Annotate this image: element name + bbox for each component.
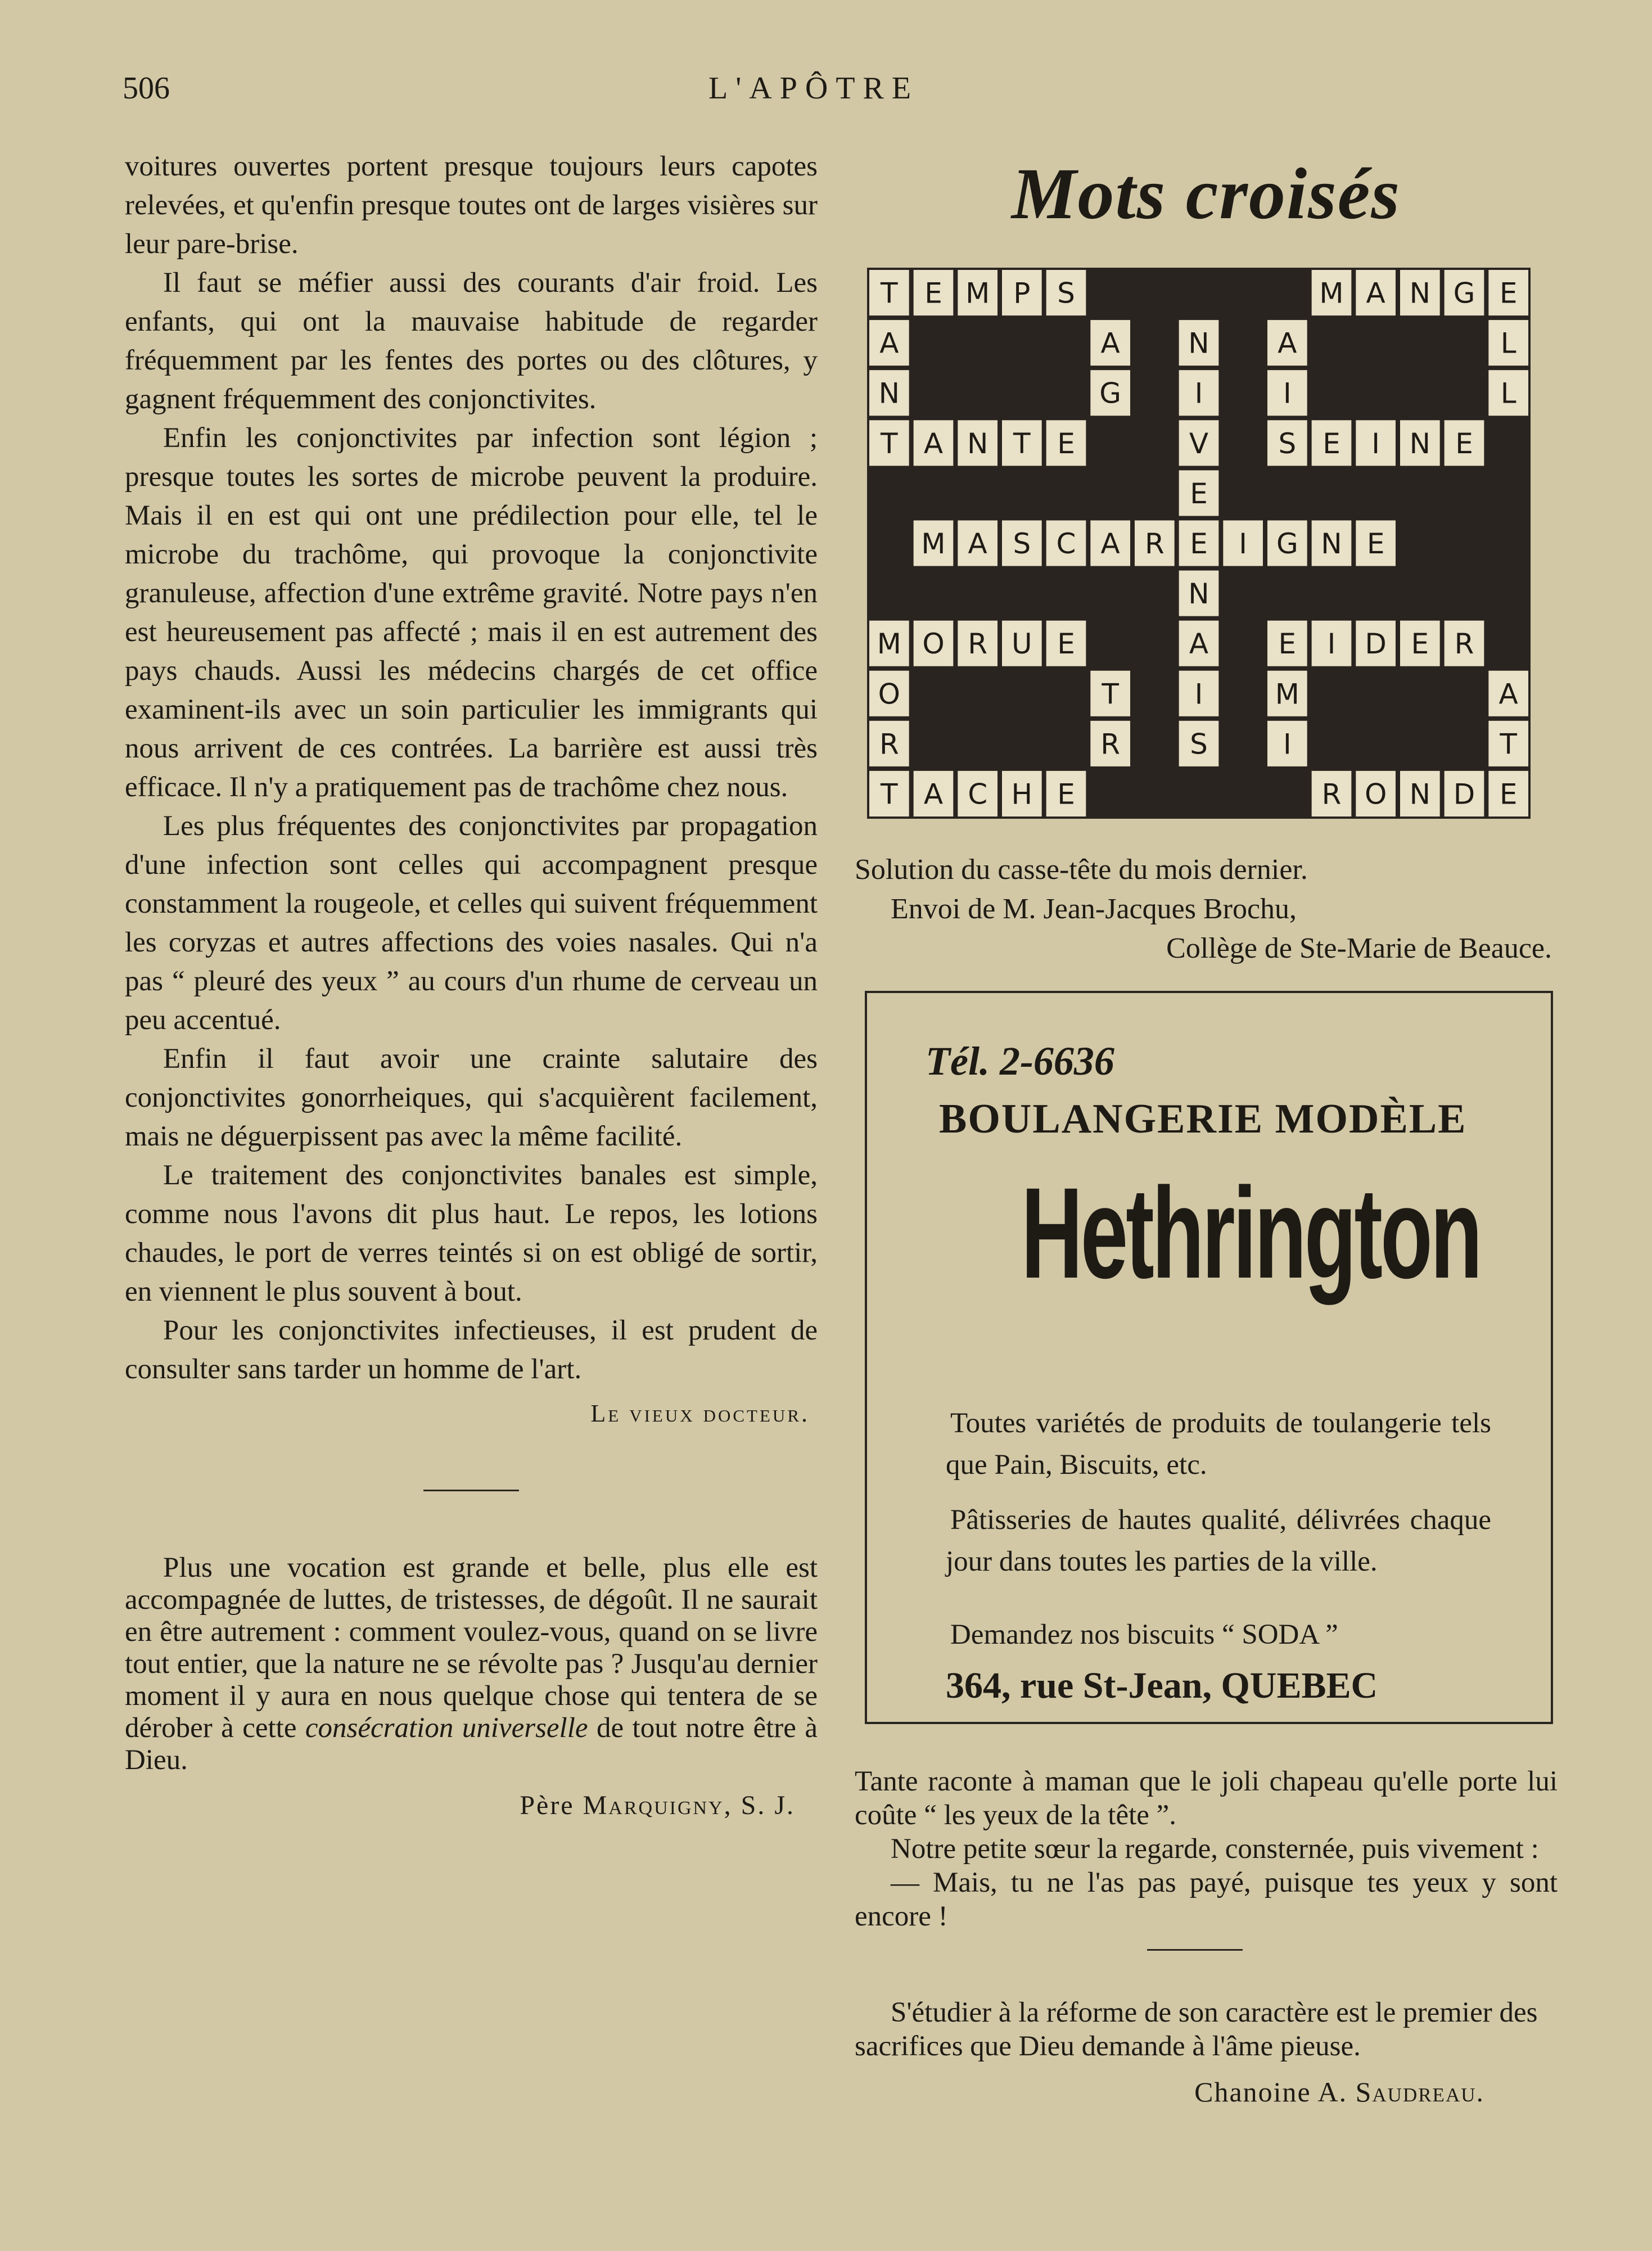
crossword-letter: G	[1453, 277, 1475, 310]
crossword-letter: N	[1321, 527, 1342, 560]
crossword-title: Mots croisés	[1011, 154, 1401, 234]
signature-prefix: Père	[520, 1790, 583, 1820]
anecdote	[855, 1765, 1558, 1933]
crossword-letter: A	[968, 527, 987, 560]
running-title: L'APÔTRE	[708, 71, 919, 106]
crossword-letter: D	[1365, 628, 1387, 661]
crossword-svg	[867, 268, 1531, 819]
ad-text: Toutes variétés de produits de toulangerie tels que Pain, Biscuits, etc.	[946, 1408, 1491, 1481]
crossword-letter: E	[1499, 778, 1518, 811]
crossword-letter: L	[1500, 327, 1516, 360]
crossword-letter: A	[1498, 678, 1518, 711]
crossword-letter: A	[923, 427, 944, 460]
quote-emphasis: consécration universelle	[305, 1712, 588, 1744]
quote-text	[125, 1552, 818, 1776]
closing-signature	[855, 2076, 1558, 2108]
ad-phone: Tél. 2-6636	[926, 1039, 1114, 1084]
crossword-letter: N	[878, 377, 900, 410]
paragraph: Le traitement des conjonctivites banales est simple, comme nous l'avons dit plus haut. Le repos, les lotions chaudes, le port de verres teintés si on est obligé de sortir, en viennent le plus souvent à bout.	[125, 1160, 818, 1307]
signature-name: Saudreau	[1355, 2076, 1477, 2108]
crossword-letter: R	[1454, 628, 1474, 661]
paragraph: voitures ouvertes portent presque toujours leurs capotes relevées, et qu'enfin presque toutes ont de larges visières sur leur pare-brise.	[125, 151, 818, 260]
crossword-letter: N	[1188, 327, 1209, 360]
bakery-advertisement	[865, 991, 1553, 1724]
right-column	[855, 147, 1558, 2108]
crossword-letter: A	[879, 327, 899, 360]
signature-prefix: Chanoine A.	[1194, 2076, 1356, 2108]
crossword-letter: A	[1189, 628, 1209, 661]
crossword-letter: E	[1190, 477, 1208, 510]
crossword-letter: I	[1239, 527, 1248, 560]
crossword-letter: S	[1057, 277, 1075, 310]
crossword-letter: R	[1144, 527, 1164, 560]
crossword-letter: G	[1099, 377, 1122, 410]
crossword-letter: T	[1013, 427, 1031, 460]
crossword-letter: E	[1411, 628, 1429, 661]
crossword-letter: N	[967, 427, 989, 460]
crossword-letter: M	[1275, 678, 1299, 711]
crossword-letter: E	[1366, 527, 1385, 560]
crossword-letter: T	[881, 277, 898, 310]
section-divider	[1147, 1949, 1243, 1951]
signature-suffix: .	[1476, 2076, 1484, 2108]
crossword-letter: E	[1278, 628, 1297, 661]
crossword-letter: U	[1012, 628, 1032, 661]
article-signature: Le vieux docteur.	[590, 1400, 810, 1427]
crossword-letter: I	[1327, 628, 1336, 661]
paragraph: Pour les conjonctivites infectieuses, il est prudent de consulter sans tarder un homme de l'art.	[125, 1315, 818, 1385]
crossword-grid	[867, 268, 1531, 819]
crossword-letter: V	[1189, 427, 1209, 460]
signature-name: Marquigny	[583, 1790, 724, 1820]
anecdote-line: Tante raconte à maman que le joli chapeau qu'elle porte lui coûte “ les yeux de la tête ”.	[855, 1766, 1558, 1831]
crossword-letter: T	[881, 427, 898, 460]
crossword-letter: E	[1057, 427, 1075, 460]
crossword-letter: T	[1102, 678, 1119, 711]
crossword-letter: A	[1100, 327, 1120, 360]
crossword-letter: C	[968, 778, 988, 811]
ad-text: Pâtisseries de hautes qualité, délivrées chaque jour dans toutes les parties de la ville.	[946, 1504, 1491, 1577]
ad-brand: Hethrington	[1021, 1161, 1481, 1305]
signature-suffix: , S. J.	[724, 1790, 795, 1820]
paragraph: Enfin il faut avoir une crainte salutaire des conjonctivites gonorrheiques, qui s'acquièrent facilement, mais ne déguerpissent pas avec la même facilité.	[125, 1043, 818, 1152]
crossword-letter: A	[1278, 327, 1297, 360]
crossword-letter: I	[1194, 678, 1203, 711]
crossword-letter: O	[1364, 778, 1387, 811]
crossword-letter: I	[1194, 377, 1203, 410]
crossword-letter: R	[1100, 728, 1121, 761]
crossword-caption	[855, 850, 1558, 968]
paragraph: Enfin les conjonctivites par infection sont légion ; presque toutes les sortes de microbe peuvent la produire. Mais il en est qui ont une prédilection pour elle, tel le microbe du trachôme, qui provoque la conjonctivite granuleuse, affection d'une extrême gravité. Notre pays n'en est heureusement pas affecté ; mais il en est autrement des pays chauds. Aussi les médecins chargés de cet office examinent-ils avec un soin particulier les immigrants qui nous arrivent de ces contrées. La barrière est aussi très efficace. Il n'y a pratiquement pas de trachôme chez nous.	[125, 422, 818, 803]
crossword-letter: E	[1057, 778, 1075, 811]
crossword-letter: I	[1283, 728, 1292, 761]
anecdote-line: — Mais, tu ne l'as pas payé, puisque tes yeux y sont encore !	[855, 1867, 1558, 1932]
crossword-letter: M	[921, 527, 946, 560]
section-divider	[423, 1490, 519, 1491]
crossword-letter: R	[879, 728, 899, 761]
quote-block	[125, 1552, 818, 1821]
crossword-letter: T	[1500, 728, 1517, 761]
quote-part: Plus une vocation est grande et belle, plus elle est accompagnée de luttes, de tristesses, de dégoût. Il ne saurait en être autrement : comment voulez-vous, quand on se livre tout entier, que la nature ne se révolte pas ? Jusqu'au dernier moment il y aura en nous quelque chose qui tentera de se dérober à cette	[125, 1552, 818, 1744]
crossword-letter: A	[923, 778, 944, 811]
quote-signature	[125, 1790, 818, 1821]
crossword-letter: E	[1322, 427, 1340, 460]
crossword-letter: I	[1283, 377, 1292, 410]
crossword-letter: S	[1190, 728, 1208, 761]
crossword-letter: P	[1013, 277, 1031, 310]
ad-business-name: BOULANGERIE MODÈLE	[939, 1096, 1467, 1142]
crossword-letter: M	[877, 628, 901, 661]
crossword-letter: H	[1011, 778, 1033, 811]
closing-quote	[855, 1996, 1558, 2108]
crossword-letter: I	[1371, 427, 1380, 460]
crossword-letter: E	[1455, 427, 1473, 460]
crossword-letter: R	[968, 628, 988, 661]
crossword-letter: T	[881, 778, 898, 811]
crossword-letter: O	[922, 628, 945, 661]
page-header	[0, 70, 1652, 115]
crossword-letter: O	[878, 678, 901, 711]
ad-address: 364, rue St-Jean, QUEBEC	[946, 1665, 1378, 1706]
crossword-letter: S	[1013, 527, 1031, 560]
quote-part: de tout notre être à Dieu.	[125, 1712, 818, 1776]
crossword-letter: N	[1409, 778, 1431, 811]
crossword-letter: A	[1100, 527, 1120, 560]
crossword-letter: M	[965, 277, 990, 310]
crossword-letter: N	[1409, 277, 1431, 310]
closing-text: S'étudier à la réforme de son caractère est le premier des sacrifices que Dieu demande à l'âme pieuse.	[855, 1997, 1538, 2062]
paragraph: Les plus fréquentes des conjonctivites par propagation d'une infection sont celles qui accompagnent presque constamment la rougeole, et celles qui suivent fréquemment les coryzas et autres affections des voies nasales. Qui n'a pas “ pleuré des yeux ” au cours d'un rhume de cerveau un peu accentué.	[125, 810, 818, 1036]
caption-line: Envoi de M. Jean-Jacques Brochu,	[891, 893, 1297, 925]
anecdote-line: Notre petite sœur la regarde, consternée, puis vivement :	[891, 1833, 1539, 1865]
ad-text: Demandez nos biscuits “ SODA ”	[950, 1619, 1338, 1650]
caption-line: Collège de Ste-Marie de Beauce.	[1166, 932, 1552, 964]
left-column	[125, 147, 818, 1821]
crossword-letter: A	[1366, 277, 1385, 310]
caption-line: Solution du casse-tête du mois dernier.	[855, 854, 1308, 886]
crossword-letter: N	[1188, 578, 1209, 611]
crossword-letter: R	[1321, 778, 1342, 811]
crossword-letter: L	[1500, 377, 1516, 410]
page-number: 506	[123, 71, 170, 106]
crossword-letter: E	[1057, 628, 1075, 661]
crossword-letter: N	[1409, 427, 1431, 460]
crossword-letter: E	[1190, 527, 1208, 560]
crossword-letter: E	[1499, 277, 1518, 310]
crossword-letter: S	[1278, 427, 1297, 460]
crossword-letter: G	[1276, 527, 1298, 560]
crossword-letter: E	[924, 277, 942, 310]
crossword-letter: C	[1056, 527, 1076, 560]
crossword-letter: D	[1453, 778, 1475, 811]
paragraph: Il faut se méfier aussi des courants d'air froid. Les enfants, qui ont la mauvaise habitude de regarder fréquemment par les fentes des portes ou des clôtures, y gagnent fréquemment des conjonctivites.	[125, 267, 818, 415]
crossword-letter: M	[1319, 277, 1344, 310]
